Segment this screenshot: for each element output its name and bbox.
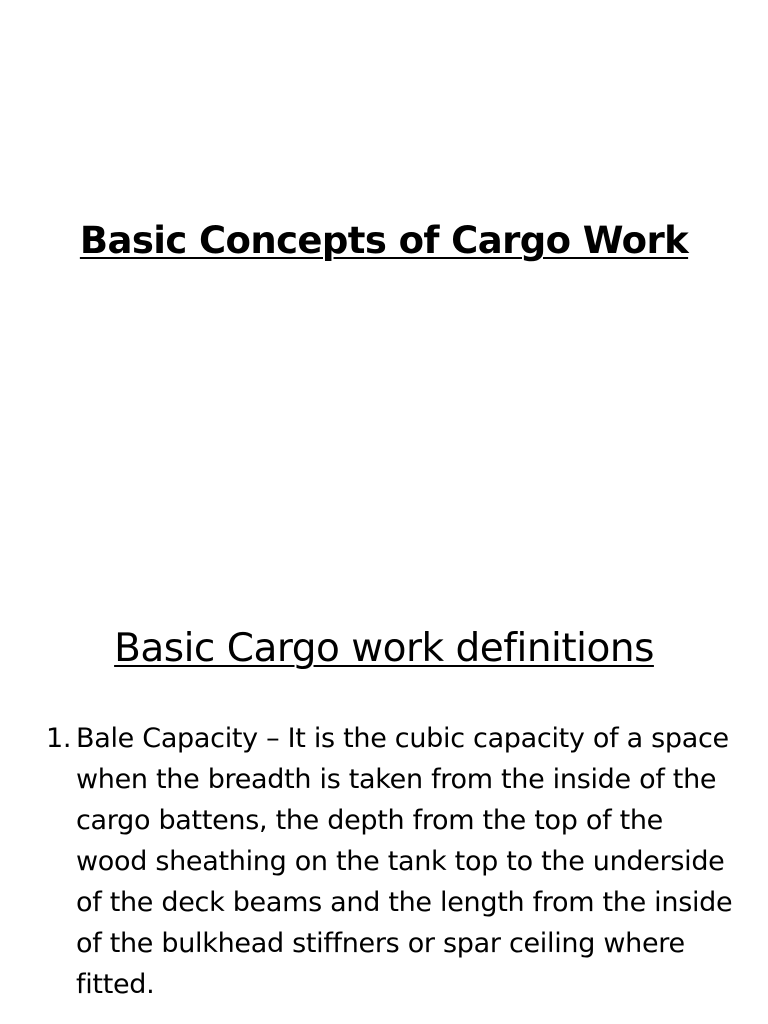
definition-list [46, 718, 736, 1005]
list-item-number: 1. [46, 723, 72, 754]
definitions-slide [0, 560, 768, 1024]
page-title: Basic Concepts of Cargo Work [79, 219, 689, 262]
list-item [46, 718, 736, 1005]
section-heading: Basic Cargo work definitions [114, 626, 654, 671]
list-item-text: Bale Capacity – It is the cubic capacity of a space when the breadth is taken from the inside of the cargo battens, the depth from the top of the wood sheathing on the tank top to the underside of the deck beams and the length from the inside of the bulkhead stiffners or spar ceiling where fitted. [76, 723, 733, 1000]
